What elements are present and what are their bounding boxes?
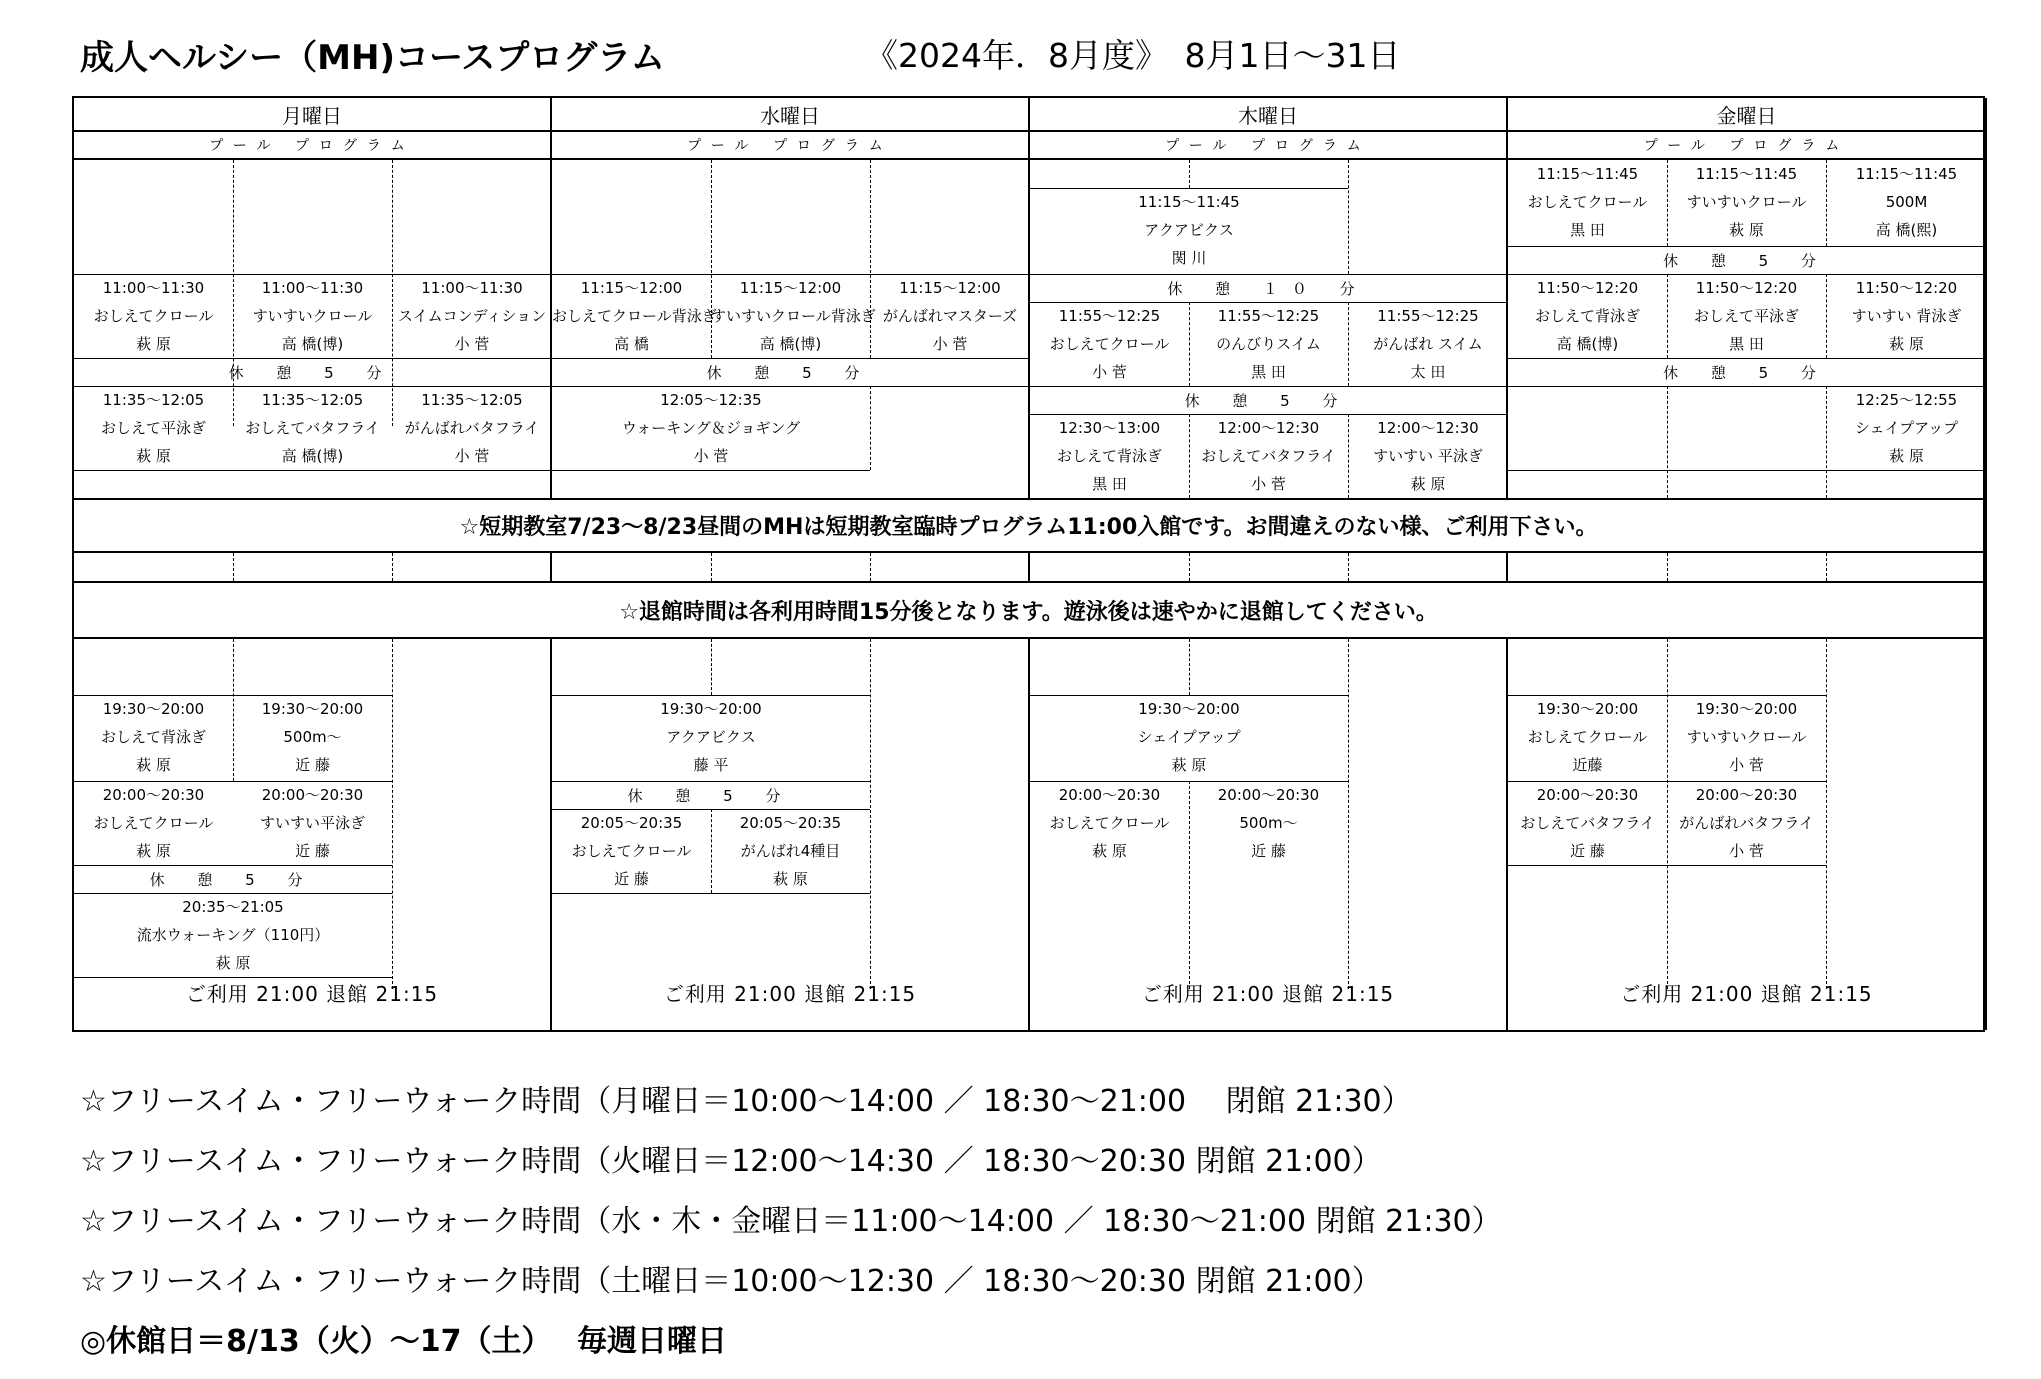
class-slot: 11:50～12:20 おしえて平泳ぎ 黒 田 xyxy=(1693,279,1799,353)
class-slot: 19:30～20:00 500m～ 近 藤 xyxy=(261,700,364,774)
break-label: 休 憩 5 分 xyxy=(1184,391,1352,410)
class-slot: 11:15～11:45 おしえてクロール 黒 田 xyxy=(1527,165,1648,239)
class-slot: 11:15～12:00 すいすいクロール背泳ぎ 高 橋(博) xyxy=(711,279,876,353)
class-slot: 19:30～20:00 おしえて背泳ぎ 萩 原 xyxy=(100,700,206,774)
closing-time: ご利用 21:00 退館 21:15 xyxy=(663,982,917,1006)
day-column-wednesday xyxy=(552,98,1030,1030)
column-divider xyxy=(711,639,712,695)
column-divider xyxy=(1826,553,1827,581)
class-slot: 11:50～12:20 おしえて背泳ぎ 高 橋(博) xyxy=(1534,279,1640,353)
class-slot: 20:00～20:30 500m～ 近 藤 xyxy=(1217,786,1320,860)
day-column-friday xyxy=(1508,98,1987,1030)
class-slot: 19:30～20:00 おしえてクロール 近藤 xyxy=(1527,700,1648,774)
row-line xyxy=(1508,865,1826,866)
column-divider xyxy=(1348,639,1349,989)
closing-time: ご利用 21:00 退館 21:15 xyxy=(1620,982,1873,1006)
class-slot: 12:00～12:30 おしえてバタフライ 小 菅 xyxy=(1201,419,1336,493)
column-divider xyxy=(1189,160,1190,188)
day-header: 金曜日 xyxy=(1508,98,1985,132)
class-slot: 19:30～20:00 アクアビクス 藤 平 xyxy=(660,700,762,774)
column-divider xyxy=(392,639,393,989)
class-slot: 19:30～20:00 すいすいクロール 小 菅 xyxy=(1686,700,1807,774)
column-divider xyxy=(1667,386,1668,498)
column-divider xyxy=(870,553,871,581)
class-slot: 12:30～13:00 おしえて背泳ぎ 黒 田 xyxy=(1056,419,1162,493)
row-line xyxy=(1508,470,1985,471)
class-slot: 12:25～12:55 シェイプアップ 萩 原 xyxy=(1854,391,1959,465)
break-label: 休 憩 5 分 xyxy=(149,870,317,889)
class-slot: 11:35～12:05 おしえて平泳ぎ 萩 原 xyxy=(100,391,206,465)
day-header: 月曜日 xyxy=(74,98,550,132)
class-slot: 20:00～20:30 おしえてクロール 萩 原 xyxy=(93,786,214,860)
class-slot: 11:35～12:05 おしえてバタフライ 高 橋(博) xyxy=(245,391,380,465)
class-slot: 11:00～11:30 すいすいクロール 高 橋(博) xyxy=(252,279,373,353)
class-slot: 11:15～12:00 おしえてクロール背泳ぎ 高 橋 xyxy=(552,279,717,353)
class-slot: 20:00～20:30 がんばれバタフライ 小 菅 xyxy=(1679,786,1814,860)
class-slot: 12:00～12:30 すいすい 平泳ぎ 萩 原 xyxy=(1373,419,1483,493)
free-swim-tuesday: ☆フリースイム・フリーウォーク時間（火曜日＝12:00～14:30 ／ 18:30～20:30 閉館 21:00） xyxy=(80,1144,1382,1179)
column-divider xyxy=(1667,553,1668,581)
column-divider xyxy=(1826,639,1827,989)
column-divider xyxy=(1189,553,1190,581)
class-slot: 11:55～12:25 おしえてクロール 小 菅 xyxy=(1049,307,1170,381)
row-line xyxy=(74,470,550,471)
schedule-table xyxy=(72,96,1985,1032)
day-header: 木曜日 xyxy=(1030,98,1506,132)
class-slot: 20:05～20:35 がんばれ4種目 萩 原 xyxy=(739,814,842,888)
break-label: 休 憩 5 分 xyxy=(228,363,396,382)
column-divider xyxy=(392,553,393,581)
free-swim-monday: ☆フリースイム・フリーウォーク時間（月曜日＝10:00～14:00 ／ 18:30～21:00 閉館 21:30） xyxy=(80,1084,1412,1119)
row-line xyxy=(552,893,870,894)
class-slot: 12:05～12:35 ウォーキング＆ジョギング 小 菅 xyxy=(621,391,801,465)
class-slot: 11:00～11:30 おしえてクロール 萩 原 xyxy=(93,279,214,353)
column-divider xyxy=(870,639,871,989)
row-line xyxy=(552,470,870,471)
class-slot: 11:00～11:30 スイムコンディション 小 菅 xyxy=(397,279,547,353)
closing-time: ご利用 21:00 退館 21:15 xyxy=(1141,982,1395,1006)
class-slot: 20:00～20:30 すいすい平泳ぎ 近 藤 xyxy=(259,786,365,860)
class-slot: 11:50～12:20 すいすい 背泳ぎ 萩 原 xyxy=(1851,279,1962,353)
notice-short-course: ☆短期教室7/23～8/23昼間のMHは短期教室臨時プログラム11:00入館です。お間違えのない様、ご利用下さい。 xyxy=(74,498,1983,553)
break-label: 休 憩 5 分 xyxy=(627,786,795,805)
pool-program-label: プール プログラム xyxy=(74,132,550,160)
day-column-thursday xyxy=(1030,98,1508,1030)
class-slot: 11:55～12:25 がんばれ スイム 太 田 xyxy=(1373,307,1483,381)
pool-program-label: プール プログラム xyxy=(1508,132,1985,160)
break-label: 休 憩 １０ 分 xyxy=(1167,279,1369,298)
class-slot: 20:05～20:35 おしえてクロール 近 藤 xyxy=(571,814,692,888)
free-swim-saturday: ☆フリースイム・フリーウォーク時間（土曜日＝10:00～12:30 ／ 18:30～20:30 閉館 21:00） xyxy=(80,1264,1382,1299)
class-slot: 20:00～20:30 おしえてクロール 萩 原 xyxy=(1049,786,1170,860)
class-slot: 11:15～11:45 500M 高 橋(熙) xyxy=(1855,165,1958,239)
pool-program-label: プール プログラム xyxy=(552,132,1028,160)
class-slot: 11:15～12:00 がんばれマスターズ 小 菅 xyxy=(882,279,1018,353)
break-label: 休 憩 5 分 xyxy=(1663,251,1830,270)
free-swim-wed-fri: ☆フリースイム・フリーウォーク時間（水・木・金曜日＝11:00～14:00 ／ 18:30～21:00 閉館 21:30） xyxy=(80,1204,1502,1239)
class-slot: 11:55～12:25 のんびりスイム 黒 田 xyxy=(1216,307,1321,381)
column-divider xyxy=(1348,553,1349,581)
schedule-period: 《2024年．8月度》 8月1日～31日 xyxy=(865,36,1401,75)
page-title: 成人ヘルシー（MH)コースプログラム xyxy=(80,38,665,78)
column-divider xyxy=(1189,639,1190,695)
column-divider xyxy=(1348,160,1349,274)
class-slot: 20:35～21:05 流水ウォーキング（110円） 萩 原 xyxy=(136,898,330,972)
pool-program-label: プール プログラム xyxy=(1030,132,1506,160)
day-header: 水曜日 xyxy=(552,98,1028,132)
column-divider xyxy=(870,386,871,470)
class-slot: 19:30～20:00 シェイプアップ 萩 原 xyxy=(1137,700,1241,774)
class-slot: 20:00～20:30 おしえてバタフライ 近 藤 xyxy=(1520,786,1655,860)
break-label: 休 憩 5 分 xyxy=(706,363,874,382)
column-divider xyxy=(711,553,712,581)
class-slot: 11:15～11:45 すいすいクロール 萩 原 xyxy=(1686,165,1807,239)
class-slot: 11:15～11:45 アクアビクス 関 川 xyxy=(1138,193,1240,267)
closing-time: ご利用 21:00 退館 21:15 xyxy=(185,982,439,1006)
class-slot: 11:35～12:05 がんばれバタフライ 小 菅 xyxy=(404,391,540,465)
closed-days: ◎休館日＝8/13（火）～17（土） 毎週日曜日 xyxy=(80,1324,727,1359)
column-divider xyxy=(233,553,234,581)
break-label: 休 憩 5 分 xyxy=(1663,363,1830,382)
notice-exit-time: ☆退館時間は各利用時間15分後となります。遊泳後は速やかに退館してください。 xyxy=(74,581,1983,639)
day-column-monday xyxy=(74,98,552,1030)
